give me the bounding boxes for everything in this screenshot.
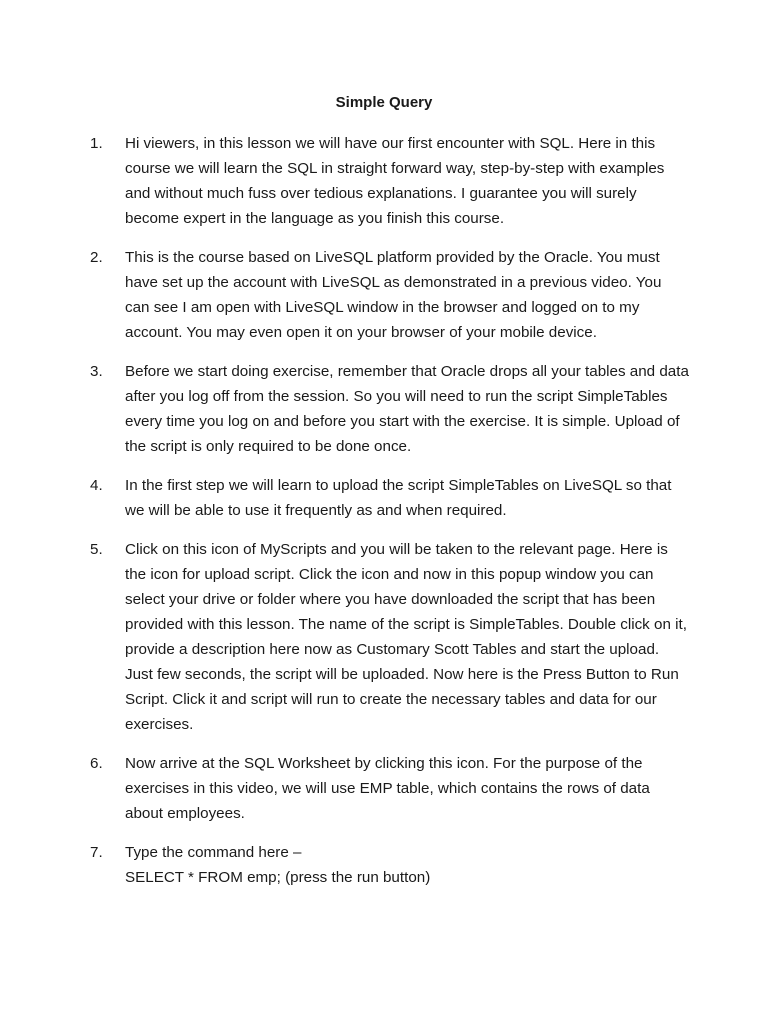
list-item — [90, 473, 690, 523]
list-item-number: 1. — [90, 135, 103, 152]
list-item — [90, 245, 690, 345]
list-item-text: Now arrive at the SQL Worksheet by clicking this icon. For the purpose of the exercises in this video, we will use EMP table, which contains the rows of data about employees. — [125, 755, 650, 822]
list-item-number: 4. — [90, 477, 103, 494]
sql-command: SELECT * FROM emp; (press the run button) — [125, 869, 431, 886]
list-item-number: 5. — [90, 541, 103, 558]
list-item — [90, 751, 690, 826]
list-item-text: This is the course based on LiveSQL platform provided by the Oracle. You must have set up the account with LiveSQL as demonstrated in a previous video. You can see I am open with LiveSQL window in the browser and logged on to my account. You may even open it on your browser of your mobile device. — [125, 249, 662, 341]
list-item-text: In the first step we will learn to upload the script SimpleTables on LiveSQL so that we will be able to use it frequently as and when required. — [125, 477, 672, 519]
page-title: Simple Query — [335, 94, 433, 111]
list-item — [90, 537, 690, 737]
list-item-text: Type the command here – — [125, 844, 302, 861]
numbered-list — [90, 131, 690, 904]
list-item-text: Before we start doing exercise, remember that Oracle drops all your tables and data after you log off from the session. So you will need to run the script SimpleTables every time you log on and before you start with the exercise. It is simple. Upload of the script is only required to be done once. — [125, 363, 689, 455]
list-item — [90, 359, 690, 459]
list-item-number: 6. — [90, 755, 103, 772]
list-item-text: Hi viewers, in this lesson we will have our first encounter with SQL. Here in this course we will learn the SQL in straight forward way, step-by-step with examples and without much fuss over tedious explanations. I guarantee you will surely become expert in the language as you finish this course. — [125, 135, 665, 227]
list-item-text: Click on this icon of MyScripts and you will be taken to the relevant page. Here is the icon for upload script. Click the icon and now in this popup window you can select your drive or folder where you have downloaded the script that has been provided with this lesson. The name of the script is SimpleTables. Double click on it, provide a description here now as Customary Scott Tables and start the upload. Just few seconds, the script will be uploaded. Now here is the Press Button to Run Script. Click it and script will run to create the necessary tables and data for our exercises. — [125, 541, 687, 733]
list-item-number: 2. — [90, 249, 103, 266]
list-item — [90, 840, 690, 890]
list-item-number: 7. — [90, 844, 103, 861]
list-item-number: 3. — [90, 363, 103, 380]
list-item — [90, 131, 690, 231]
